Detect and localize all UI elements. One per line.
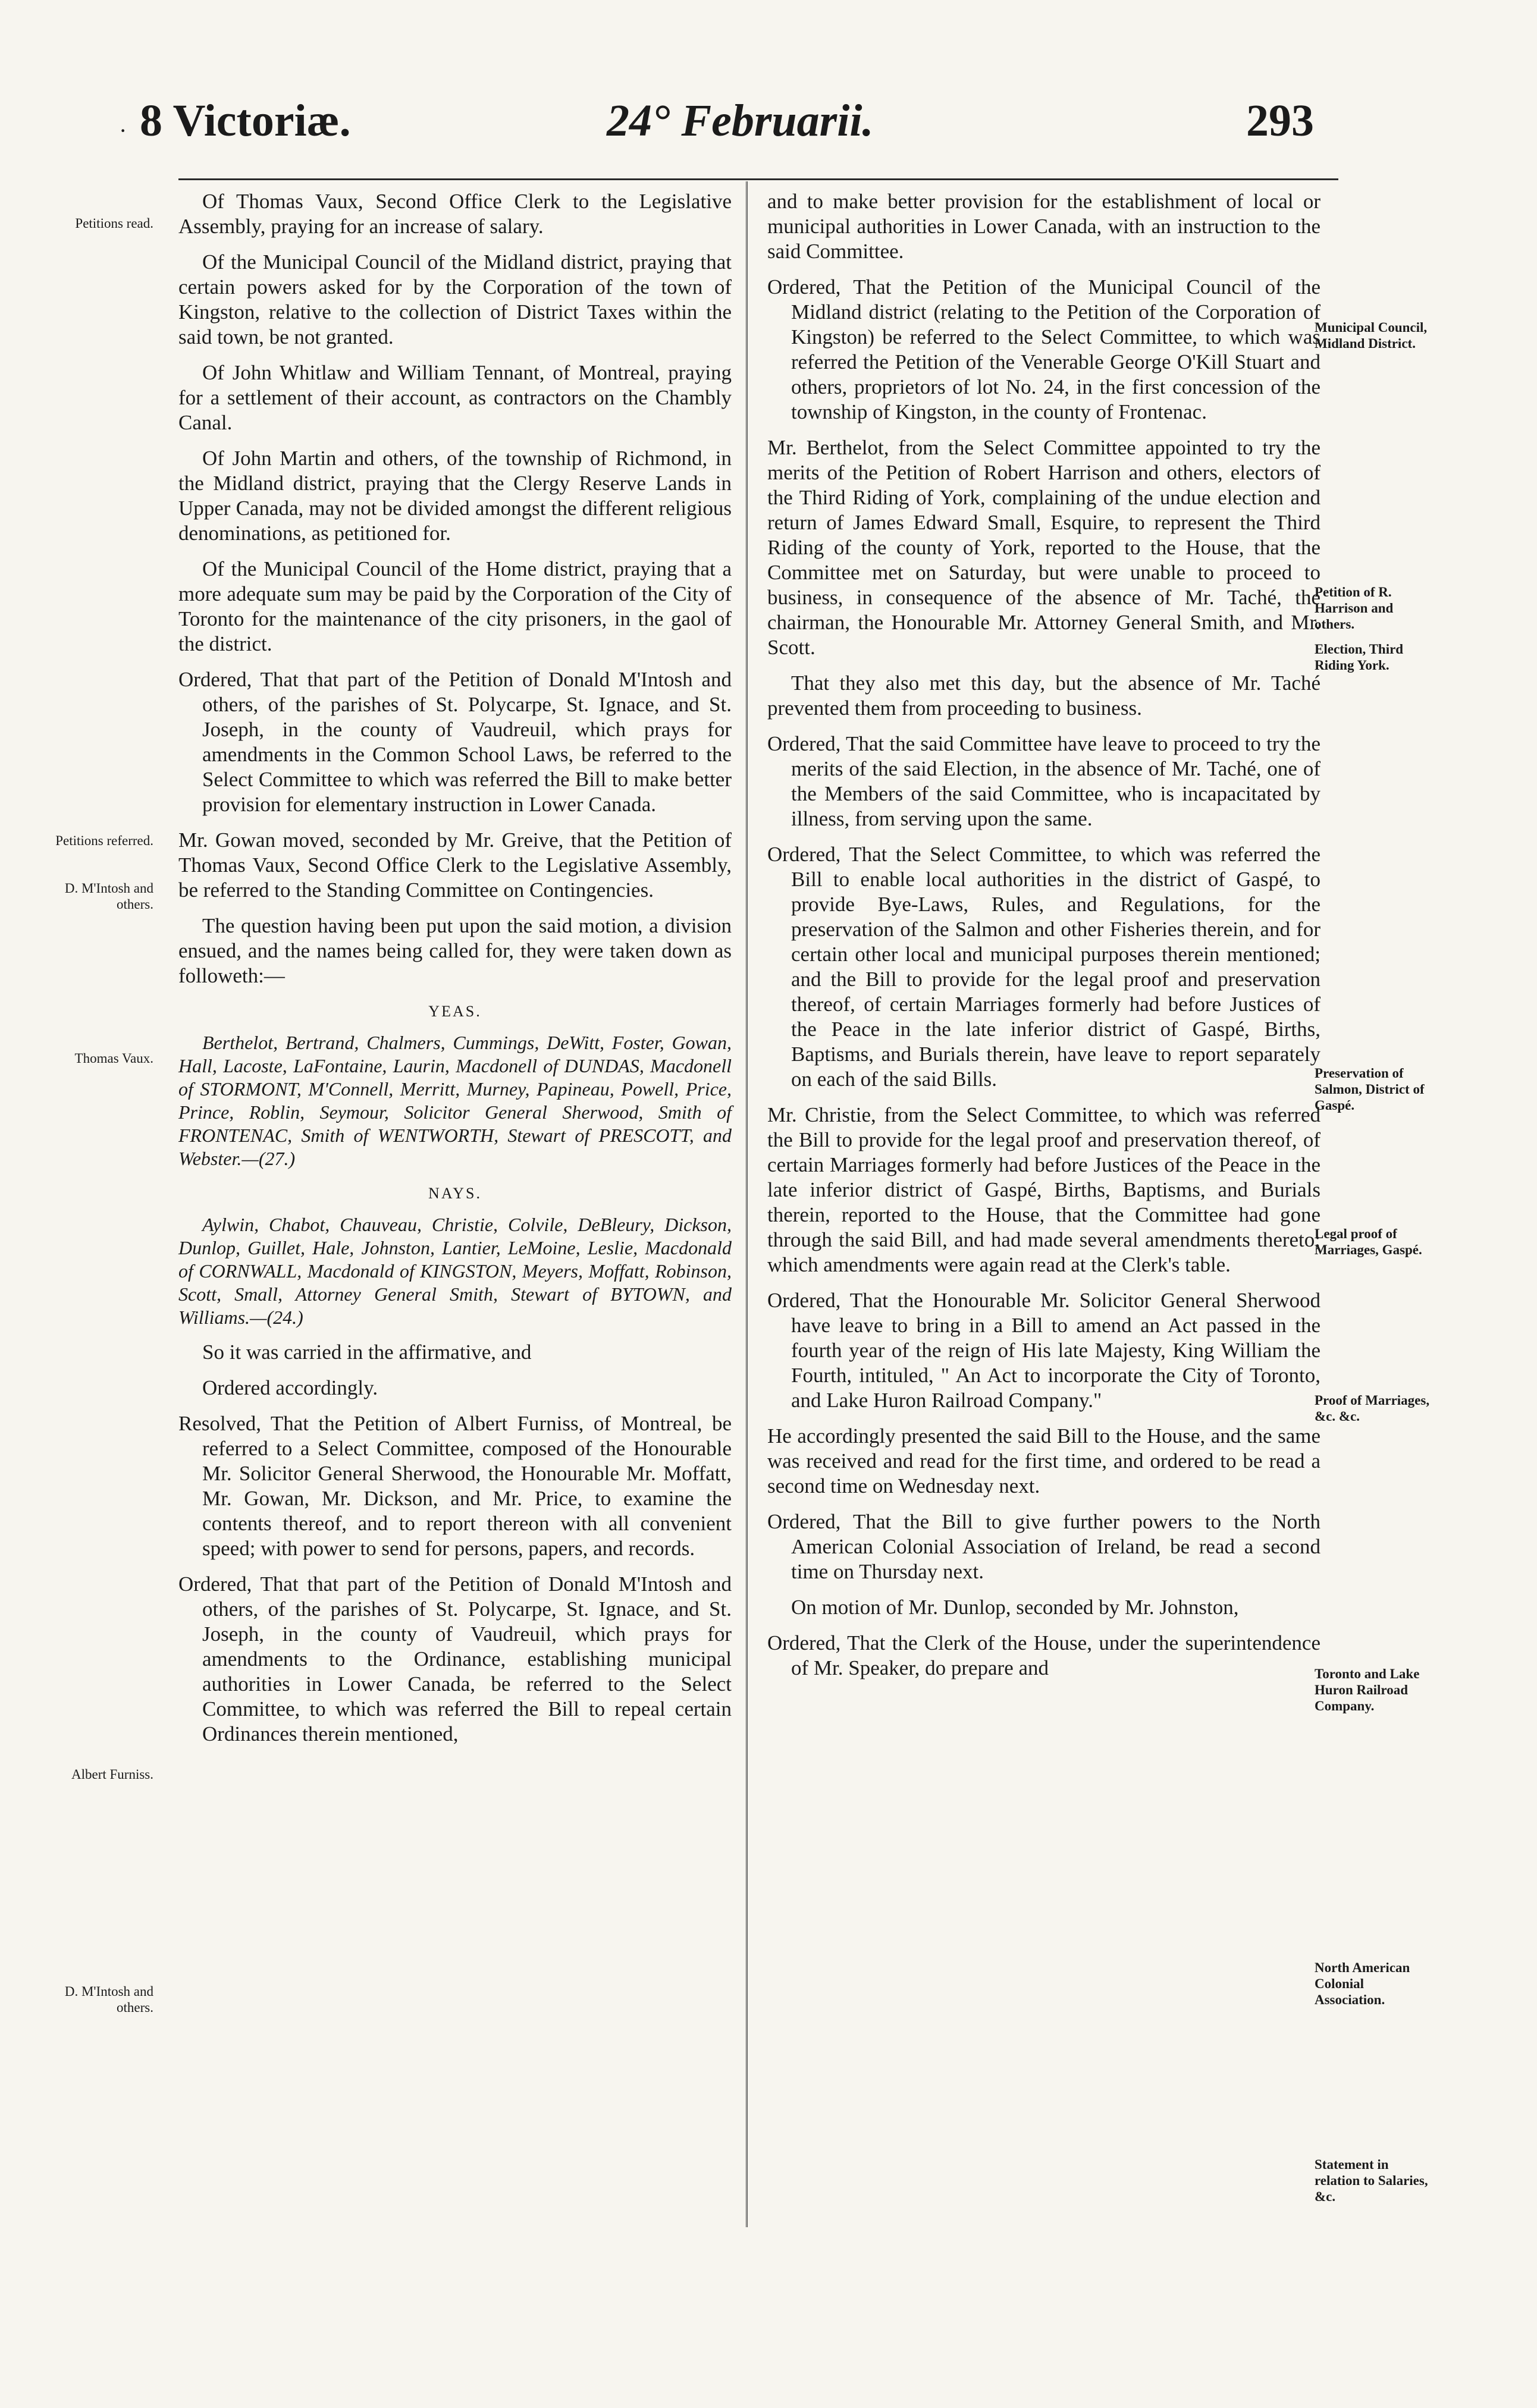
column-divider: [746, 181, 750, 2227]
margin-right-note: Toronto and Lake Huron Railroad Company.: [1315, 1666, 1420, 1713]
left-column-paragraph: The question having been put upon the said motion, a division ensued, and the names being called for, they were taken down as followeth:—: [178, 914, 732, 987]
left-column-paragraph: Ordered, That that part of the Petition of Donald M'Intosh and others, of the parishes of St. Polycarpe, St. Ignace, and St. Joseph, in the county of Vaudreuil, which prays for amendments to the Ordinance, establishing municipal authorities in Lower Canada, be referred to the Select Committee, to which was referred the Bill to repeal certain Ordinances therein mentioned,: [178, 1572, 732, 1745]
left-column: [178, 189, 732, 1757]
margin-right-note: Election, Third Riding York.: [1315, 642, 1404, 673]
header-mark: ·: [119, 117, 127, 144]
right-column-paragraph: Ordered, That the Bill to give further powers to the North American Colonial Association of Ireland, be read a second time on Thursday next.: [767, 1510, 1320, 1583]
right-column-paragraph: Ordered, That the Petition of the Municipal Council of the Midland district (relating to the Petition of the Corporation of Kingston) be referred to the Select Committee, to which was referred the Petition of the Venerable George O'Kill Stuart and others, proprietors of lot No. 24, in the first concession of the township of Kingston, in the county of Frontenac.: [767, 275, 1320, 423]
left-column-paragraph: So it was carried in the affirmative, and: [202, 1340, 532, 1364]
left-column-paragraph: Ordered accordingly.: [202, 1376, 378, 1399]
right-column-paragraph: On motion of Mr. Dunlop, seconded by Mr. Johnston,: [791, 1596, 1239, 1619]
margin-right-note: Legal proof of Marriages, Gaspé.: [1315, 1226, 1422, 1257]
right-column-paragraph: Ordered, That the Select Committee, to which was referred the Bill to enable local authorities in the district of Gaspé, to provide Bye-Laws, Rules, and Regulations, for the preservation of the Salmon and other Fisheries therein, and for certain other local and municipal purposes therein mentioned; and the Bill to provide for the legal proof and preservation thereof, of certain Marriages formerly had before Justices of the Peace in the late inferior district of Gaspé, Births, Baptisms, and Burials therein, have leave to report separately on each of the said Bills.: [767, 843, 1320, 1091]
right-column: [767, 189, 1320, 1691]
header-regnal-year: 8 Victoriæ.: [140, 96, 351, 146]
margin-left-note: D. M'Intosh and others.: [64, 881, 153, 912]
margin-right-note: Proof of Marriages, &c. &c.: [1315, 1393, 1430, 1424]
left-column-paragraph: Aylwin, Chabot, Chauveau, Christie, Colvile, DeBleury, Dickson, Dunlop, Guillet, Hale, Johnston, Lantier, LeMoine, Leslie, Macdonald of CORNWALL, Macdonald of KINGSTON, Meyers, Moffatt, Robinson, Scott, Small, Attorney General Smith, Stewart of BYTOWN, and Williams.—(24.): [178, 1214, 732, 1328]
margin-right-note: Statement in relation to Salaries, &c.: [1315, 2157, 1428, 2204]
margin-left-note: Albert Furniss.: [71, 1767, 153, 1782]
right-column-paragraph: Ordered, That the Honourable Mr. Solicitor General Sherwood have leave to bring in a Bill to amend an Act passed in the fourth year of the reign of His late Majesty, King William the Fourth, intituled, " An Act to incorporate the City of Toronto, and Lake Huron Railroad Company.": [767, 1289, 1320, 1412]
left-column-paragraph: Mr. Gowan moved, seconded by Mr. Greive, that the Petition of Thomas Vaux, Second Office Clerk to the Legislative Assembly, be referred to the Standing Committee on Contingencies.: [178, 828, 732, 902]
margin-right-note: Petition of R. Harrison and others.: [1315, 585, 1394, 632]
left-column-paragraph: Ordered, That that part of the Petition of Donald M'Intosh and others, of the parishes of St. Polycarpe, St. Ignace, and St. Joseph, in the county of Vaudreuil, which prays for amendments in the Common School Laws, be referred to the Select Committee to which was referred the Bill to make better provision for elementary instruction in Lower Canada.: [178, 668, 732, 816]
left-column-paragraph: Of Thomas Vaux, Second Office Clerk to the Legislative Assembly, praying for an increase of salary.: [178, 190, 732, 238]
left-column-paragraph: Of John Whitlaw and William Tennant, of Montreal, praying for a settlement of their account, as contractors on the Chambly Canal.: [178, 361, 732, 434]
left-column-paragraph: NAYS.: [428, 1185, 482, 1202]
margin-left-note: Thomas Vaux.: [74, 1051, 153, 1066]
left-column-paragraph: Of John Martin and others, of the township of Richmond, in the Midland district, praying that the Clergy Reserve Lands in Upper Canada, may not be divided amongst the different religious denominations, as petitioned for.: [178, 447, 732, 545]
right-column-paragraph: He accordingly presented the said Bill to the House, and the same was received and read for the first time, and ordered to be read a second time on Wednesday next.: [767, 1424, 1320, 1497]
page-number: 293: [1246, 96, 1314, 146]
page-header: [0, 89, 1537, 161]
right-column-paragraph: Ordered, That the said Committee have leave to proceed to try the merits of the said Election, in the absence of Mr. Taché, one of the Members of the said Committee, who is incapacitated by illness, from serving upon the same.: [767, 732, 1320, 830]
margin-right-note: North American Colonial Association.: [1315, 1960, 1410, 2007]
right-column-paragraph: That they also met this day, but the absence of Mr. Taché prevented them from proceeding to business.: [767, 671, 1320, 720]
left-column-paragraph: Of the Municipal Council of the Midland district, praying that certain powers asked for by the Corporation of the town of Kingston, relative to the collection of District Taxes within the said town, be not granted.: [178, 250, 732, 349]
header-rule: [178, 178, 1338, 180]
margin-left-note: D. M'Intosh and others.: [64, 1984, 153, 2015]
margin-right-note: Preservation of Salmon, District of Gaspé.: [1315, 1066, 1425, 1113]
right-column-paragraph: Ordered, That the Clerk of the House, under the superintendence of Mr. Speaker, do prepare and: [767, 1631, 1320, 1679]
right-column-paragraph: Mr. Christie, from the Select Committee, to which was referred the Bill to provide for the legal proof and preservation thereof, of certain Marriages formerly had before Justices of the Peace in the late inferior district of Gaspé, Births, Baptisms, and Burials therein, reported to the House, that the Committee had gone through the said Bill, and had made several amendments thereto; which amendments were again read at the Clerk's table.: [767, 1103, 1320, 1276]
margin-left-note: Petitions referred.: [55, 833, 153, 848]
left-column-paragraph: YEAS.: [428, 1003, 482, 1020]
right-column-paragraph: and to make better provision for the establishment of local or municipal authorities in Lower Canada, with an instruction to the said Committee.: [767, 190, 1320, 263]
left-column-paragraph: Of the Municipal Council of the Home district, praying that a more adequate sum may be paid by the Corporation of the City of Toronto for the maintenance of the city prisoners, in the gaol of the district.: [178, 557, 732, 655]
right-column-paragraph: Mr. Berthelot, from the Select Committee appointed to try the merits of the Petition of Robert Harrison and others, electors of the Third Riding of York, complaining of the undue election and return of James Edward Small, Esquire, to represent the Third Riding of the county of York, reported to the House, that the Committee met on Saturday, but were unable to proceed to business, in consequence of the absence of Mr. Taché, the chairman, the Honourable Mr. Attorney General Smith, and Mr. Scott.: [767, 436, 1320, 659]
header-date: 24° Februarii.: [607, 96, 874, 146]
left-column-paragraph: Berthelot, Bertrand, Chalmers, Cummings, DeWitt, Foster, Gowan, Hall, Lacoste, LaFontaine, Laurin, Macdonell of DUNDAS, Macdonell of STORMONT, M'Connell, Merritt, Murney, Papineau, Powell, Price, Prince, Roblin, Seymour, Solicitor General Sherwood, Smith of FRONTENAC, Smith of WENTWORTH, Stewart of PRESCOTT, and Webster.—(27.): [178, 1032, 732, 1169]
left-column-paragraph: Resolved, That the Petition of Albert Furniss, of Montreal, be referred to a Select Committee, composed of the Honourable Mr. Solicitor General Sherwood, the Honourable Mr. Moffatt, Mr. Gowan, Mr. Dickson, and Mr. Price, to examine the contents thereof, and to report thereon with all convenient speed; with power to send for persons, papers, and records.: [178, 1412, 732, 1560]
margin-right-note: Municipal Council, Midland District.: [1315, 320, 1428, 351]
margin-left-note: Petitions read.: [75, 216, 153, 231]
